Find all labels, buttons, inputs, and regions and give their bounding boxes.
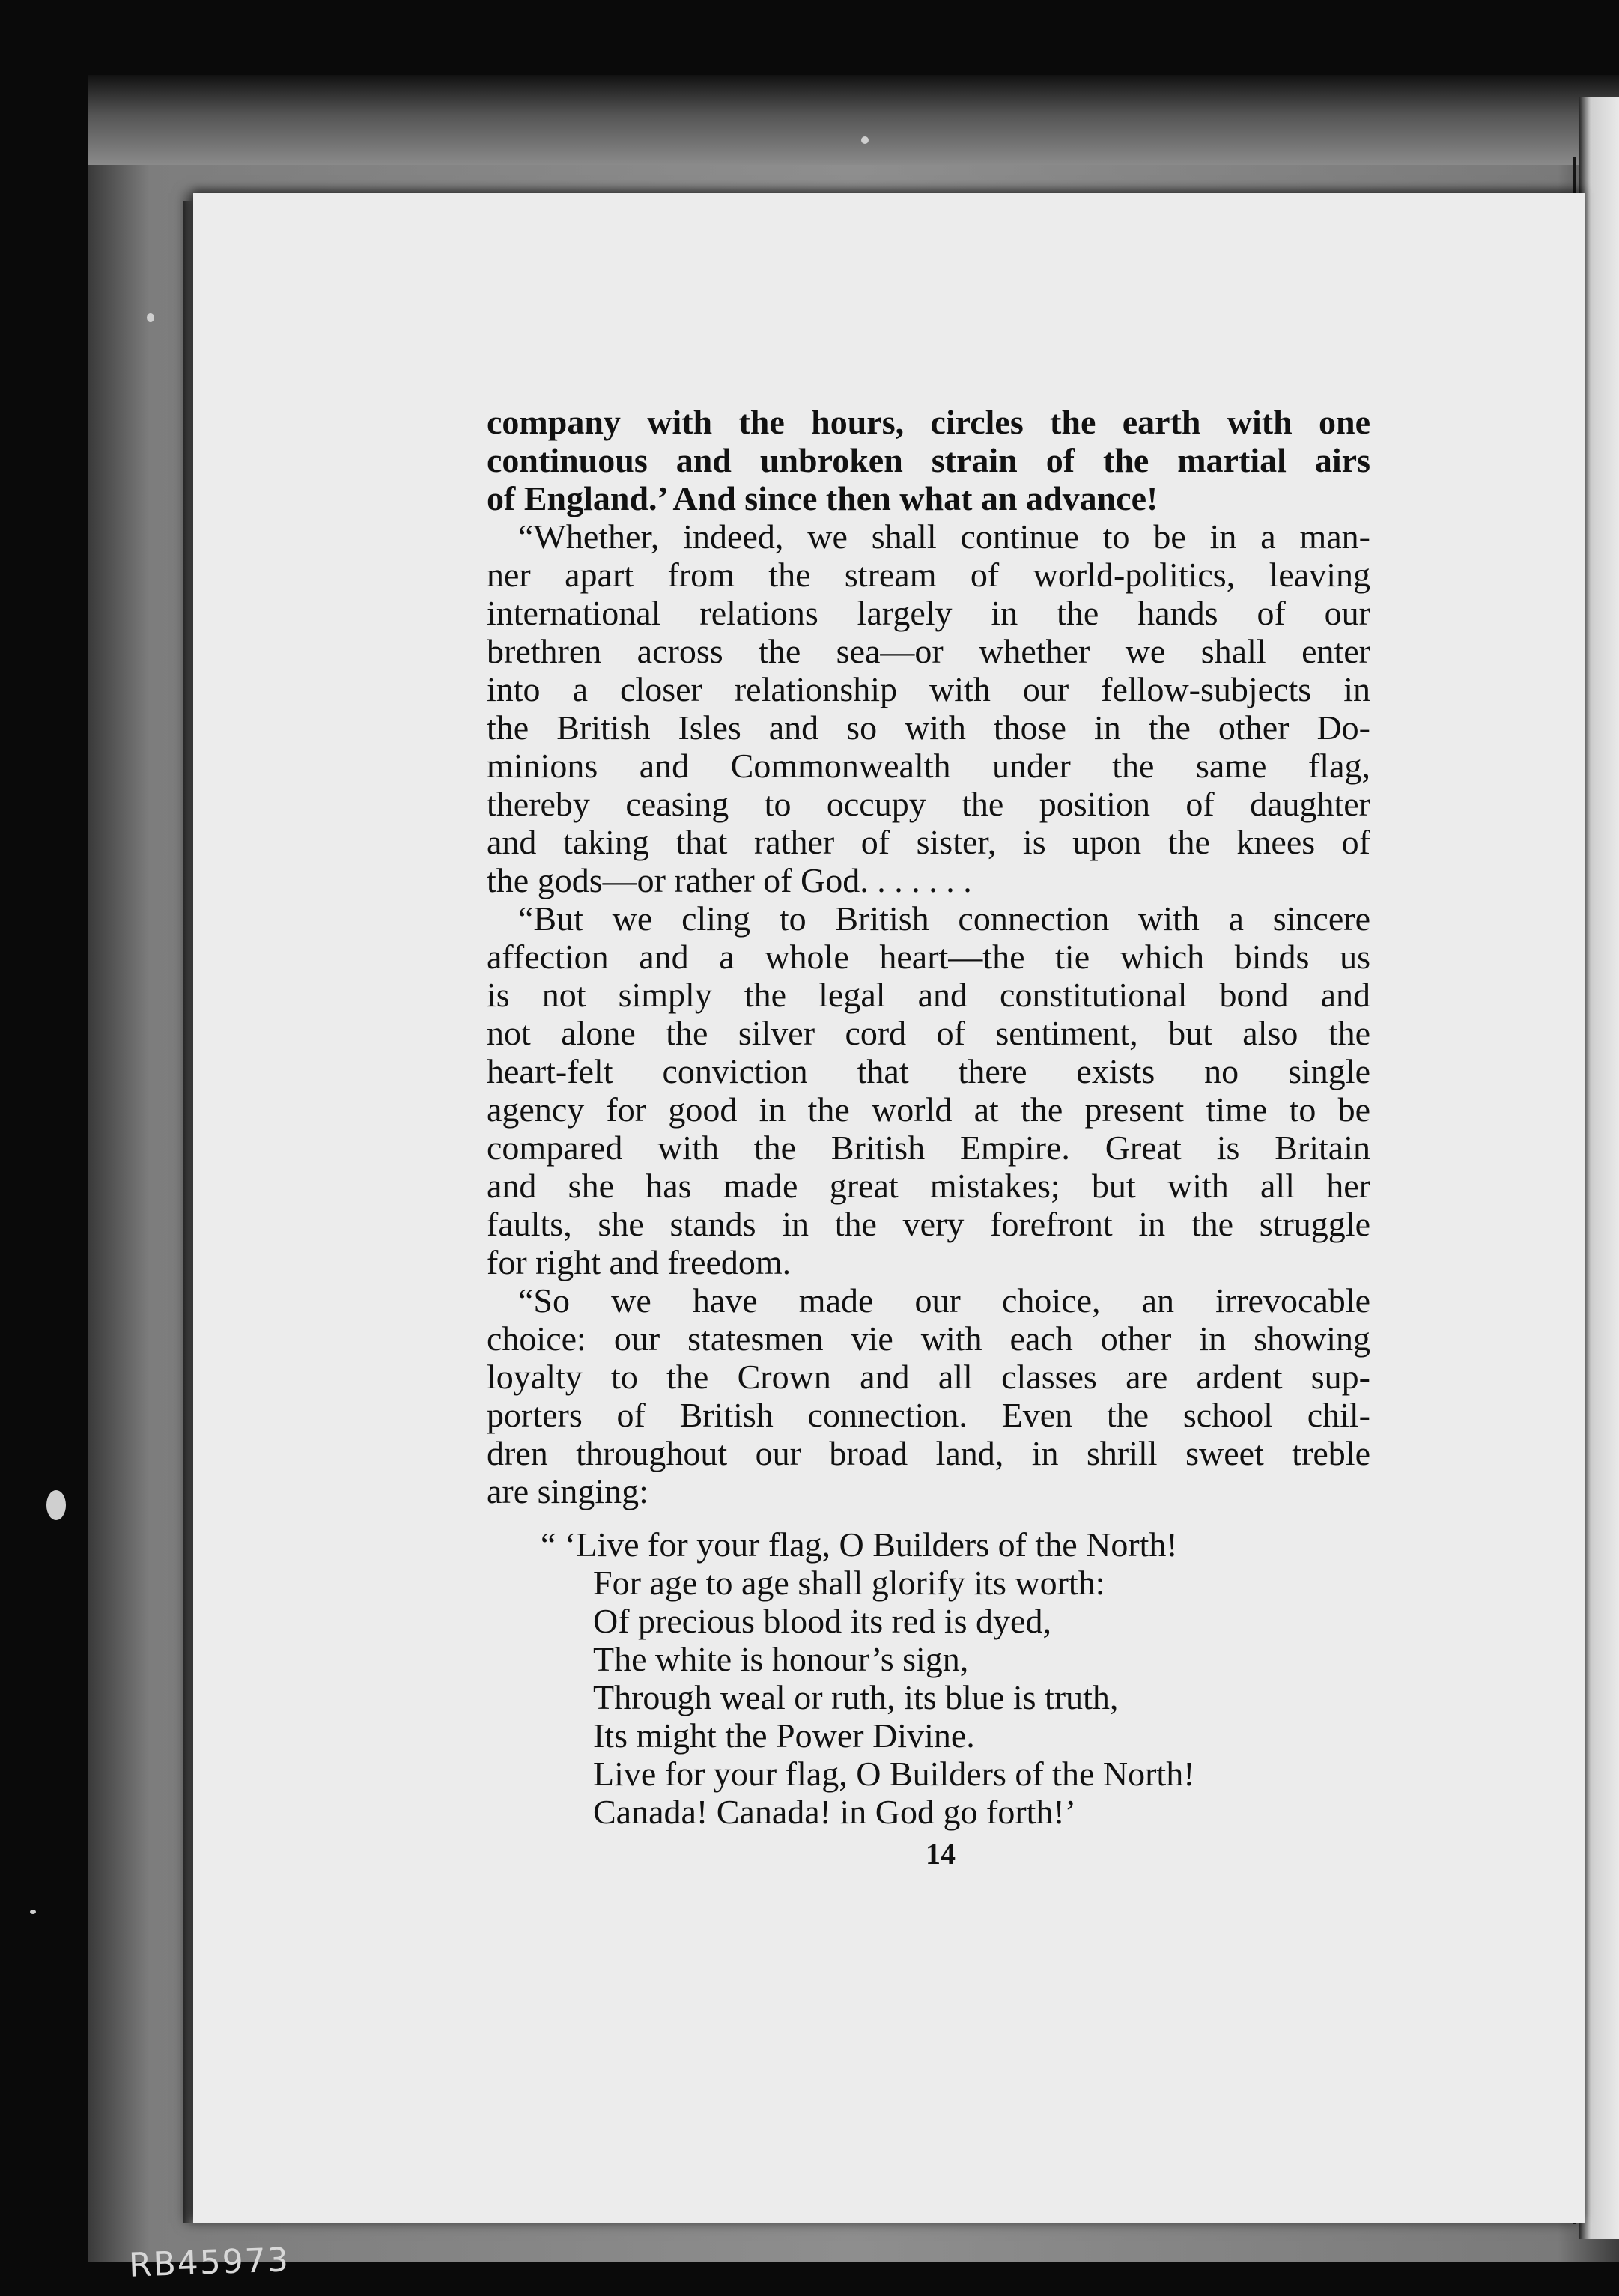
text-line: international relations largely in the hands of our <box>487 594 1370 632</box>
poem-line: Canada! Canada! in God go forth!’ <box>593 1793 1077 1831</box>
text-line: and she has made great mistakes; but with all her <box>487 1167 1370 1205</box>
text-line: the gods—or rather of God. . . . . . . <box>487 861 972 899</box>
catalog-number: RB45973 <box>128 2241 291 2285</box>
text-line: the British Isles and so with those in the other Do- <box>487 708 1370 747</box>
paragraph <box>487 517 1370 899</box>
text-line: thereby ceasing to occupy the position of daughter <box>487 785 1370 823</box>
text-line: is not simply the legal and constitutional bond and <box>487 976 1370 1014</box>
text-line: “Whether, indeed, we shall continue to be in a man- <box>518 517 1370 556</box>
body-text <box>487 403 1370 1831</box>
poem-line: For age to age shall glorify its worth: <box>593 1564 1105 1602</box>
text-line: minions and Commonwealth under the same flag, <box>487 747 1370 785</box>
text-line: ner apart from the stream of world-politics, leaving <box>487 556 1370 594</box>
facing-page-edge <box>1579 97 1619 2239</box>
text-line: affection and a whole heart—the tie which binds us <box>487 938 1370 976</box>
scan-speck <box>147 313 154 322</box>
poem-line: The white is honour’s sign, <box>593 1640 969 1678</box>
text-line: heart-felt conviction that there exists no single <box>487 1052 1370 1090</box>
text-line: compared with the British Empire. Great is Britain <box>487 1129 1370 1167</box>
paragraph <box>487 403 1370 517</box>
poem-line: Its might the Power Divine. <box>593 1716 975 1755</box>
text-line: agency for good in the world at the present time to be <box>487 1090 1370 1129</box>
paragraph <box>487 899 1370 1281</box>
poem-line: Of precious blood its red is dyed, <box>593 1602 1051 1640</box>
text-line: loyalty to the Crown and all classes are ardent sup- <box>487 1358 1370 1396</box>
text-line: for right and freedom. <box>487 1243 792 1281</box>
text-line: dren throughout our broad land, in shrill sweet treble <box>487 1434 1370 1472</box>
text-line: “But we cling to British connection with a sincere <box>518 899 1370 938</box>
text-line: company with the hours, circles the earth with one <box>487 403 1370 441</box>
scan-speck <box>861 136 869 144</box>
poem-line: Live for your flag, O Builders of the North! <box>593 1755 1195 1793</box>
page-number: 14 <box>926 1837 956 1871</box>
text-line: and taking that rather of sister, is upon the knees of <box>487 823 1370 861</box>
poem-line: Through weal or ruth, its blue is truth, <box>593 1678 1119 1716</box>
poem <box>487 1525 1370 1831</box>
text-line: “So we have made our choice, an irrevocable <box>518 1281 1370 1319</box>
text-line: of England.’ And since then what an advance! <box>487 479 1158 517</box>
text-line: are singing: <box>487 1472 648 1510</box>
text-line: choice: our statesmen vie with each other in showing <box>487 1319 1370 1358</box>
text-line: porters of British connection. Even the school chil- <box>487 1396 1370 1434</box>
scan-speck <box>30 1910 36 1914</box>
scan-speck <box>46 1490 66 1520</box>
paragraph <box>487 1281 1370 1510</box>
text-line: not alone the silver cord of sentiment, but also the <box>487 1014 1370 1052</box>
poem-line: “ ‘Live for your flag, O Builders of the North! <box>541 1525 1178 1564</box>
text-line: continuous and unbroken strain of the martial airs <box>487 441 1370 479</box>
scan-top-shadow <box>88 75 1619 165</box>
text-line: faults, she stands in the very forefront in the struggle <box>487 1205 1370 1243</box>
text-line: into a closer relationship with our fellow-subjects in <box>487 670 1370 708</box>
text-line: brethren across the sea—or whether we shall enter <box>487 632 1370 670</box>
